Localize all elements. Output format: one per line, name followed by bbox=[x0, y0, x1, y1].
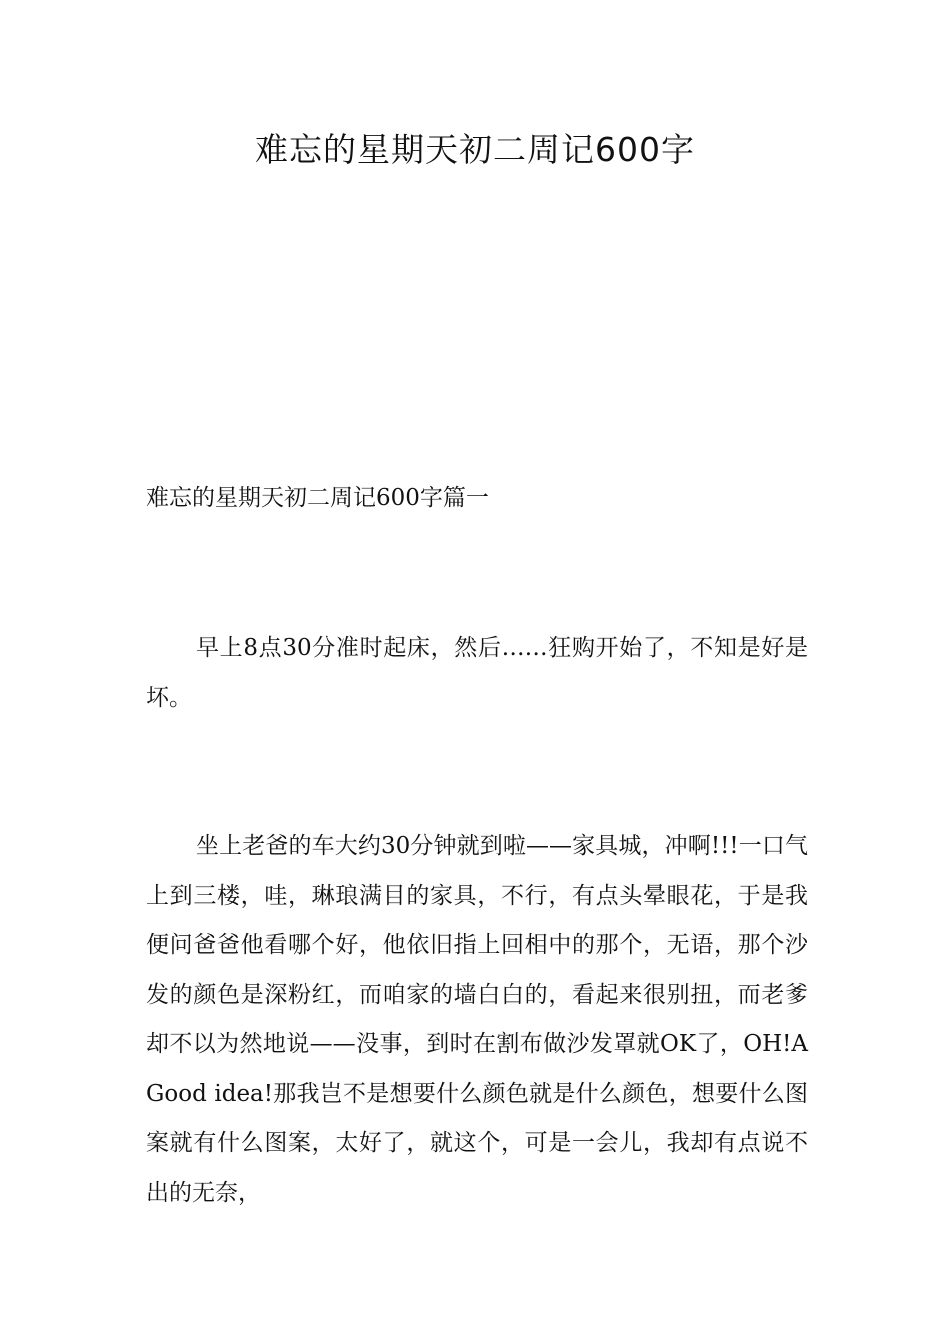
document-title: 难忘的星期天初二周记600字 bbox=[255, 130, 695, 169]
section-heading: 难忘的星期天初二周记600字篇一 bbox=[146, 485, 489, 511]
paragraph-2: 坐上老爸的车大约30分钟就到啦——家具城，冲啊!!!一口气上到三楼，哇，琳琅满目的家具，不行，有点头晕眼花，于是我便问爸爸他看哪个好，他依旧指上回相中的那个，无语，那个沙发的颜色是深粉红，而咱家的墙白白的，看起来很别扭，而老爹却不以为然地说——没事，到时在割布做沙发罩就OK了，OH!A Good idea!那我岂不是想要什么颜色就是什么颜色，想要什么图案就有什么图案，太好了，就这个，可是一会儿，我却有点说不出的无奈， bbox=[146, 833, 808, 1206]
paragraph-1: 早上8点30分准时起床，然后……狂购开始了，不知是好是坏。 bbox=[146, 635, 808, 711]
